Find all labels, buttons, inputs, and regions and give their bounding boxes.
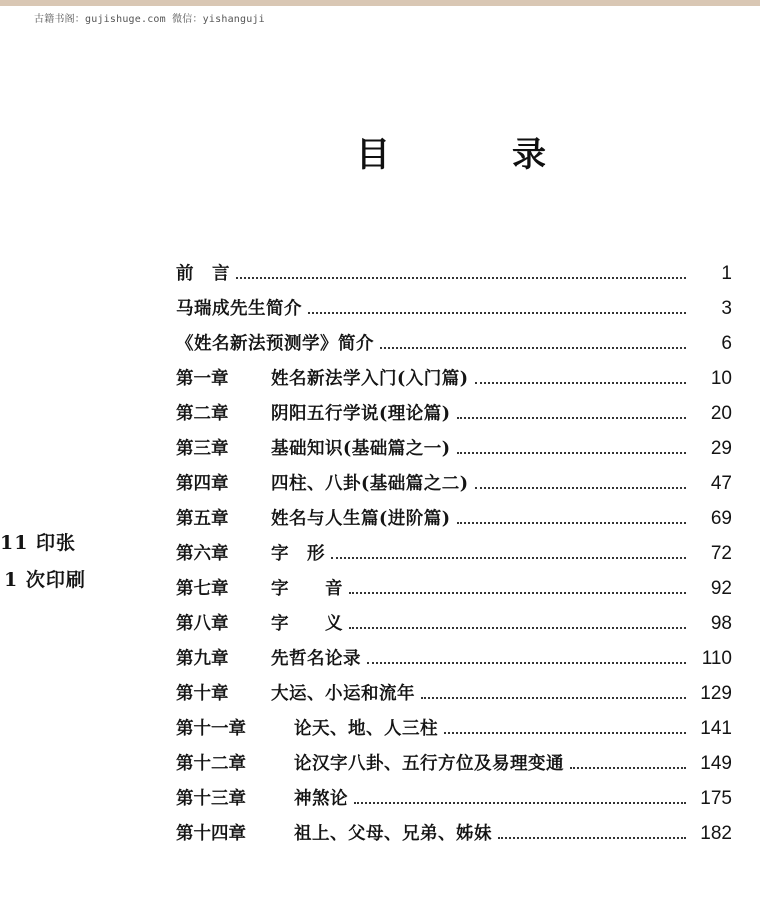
toc-chapter-number: 第十三章 [176,789,246,809]
toc-page-number: 29 [710,438,732,459]
toc-leader-dots [475,487,686,489]
toc-entry[interactable] [176,355,732,390]
toc-chapter-number: 第六章 [176,544,229,564]
toc-entry[interactable] [176,670,732,705]
toc-entry[interactable] [176,390,732,425]
toc-entry-title: 论天、地、人三柱 [294,719,438,739]
toc-leader-dots [367,662,686,664]
toc-entry-title: 字 义 [271,614,343,634]
toc-chapter-number: 第十四章 [176,824,246,844]
table-of-contents [176,250,732,845]
toc-chapter-number: 第八章 [176,614,229,634]
side-text-printing: 1 次印刷 [4,569,86,591]
toc-leader-dots [380,347,686,349]
toc-entry[interactable] [176,565,732,600]
toc-leader-dots [457,417,686,419]
toc-page-number: 20 [710,403,732,424]
toc-page-number: 98 [710,613,732,634]
toc-chapter-number: 第七章 [176,579,229,599]
toc-entry[interactable] [176,740,732,775]
toc-leader-dots [421,697,686,699]
toc-entry[interactable] [176,810,732,845]
toc-leader-dots [354,802,686,804]
toc-entry-title: 字 形 [271,544,325,564]
toc-entry-title: 马瑞成先生简介 [176,299,302,319]
toc-page-number: 141 [700,718,732,739]
toc-leader-dots [457,522,686,524]
toc-entry-title: 大运、小运和流年 [271,684,415,704]
toc-entry[interactable] [176,705,732,740]
page-title [0,133,760,177]
toc-page-number: 129 [700,683,732,704]
title-char-1: 目 [356,135,390,175]
side-text-sheets: 11 印张 [0,532,77,554]
toc-page-number: 3 [721,298,732,319]
toc-page-number: 10 [710,368,732,389]
toc-leader-dots [570,767,686,769]
toc-entry[interactable] [176,320,732,355]
toc-page-number: 175 [700,788,732,809]
toc-entry[interactable] [176,530,732,565]
toc-leader-dots [349,627,686,629]
toc-entry[interactable] [176,425,732,460]
toc-leader-dots [475,382,686,384]
toc-entry-title: 基础知识(基础篇之一) [271,439,451,459]
toc-page-number: 1 [721,263,732,284]
toc-chapter-number: 第五章 [176,509,229,529]
toc-leader-dots [349,592,686,594]
toc-entry-title: 《姓名新法预测学》简介 [176,334,374,354]
toc-entry[interactable] [176,635,732,670]
toc-chapter-number: 第九章 [176,649,229,669]
toc-entry[interactable] [176,460,732,495]
top-rule [0,0,760,6]
toc-entry-title: 姓名新法学入门(入门篇) [271,369,469,389]
toc-entry-title: 论汉字八卦、五行方位及易理变通 [294,754,564,774]
toc-entry[interactable] [176,600,732,635]
toc-page-number: 149 [700,753,732,774]
toc-entry-title: 祖上、父母、兄弟、姊妹 [294,824,492,844]
toc-chapter-number: 第一章 [176,369,229,389]
toc-leader-dots [331,557,686,559]
toc-entry-title: 字 音 [271,579,343,599]
toc-entry[interactable] [176,250,732,285]
toc-leader-dots [236,277,686,279]
toc-entry-title: 姓名与人生篇(进阶篇) [271,509,451,529]
toc-entry-title: 四柱、八卦(基础篇之二) [271,474,469,494]
toc-entry-title: 前 言 [176,264,230,284]
toc-entry[interactable] [176,775,732,810]
toc-page-number: 47 [710,473,732,494]
toc-chapter-number: 第三章 [176,439,229,459]
toc-chapter-number: 第十二章 [176,754,246,774]
watermark: 古籍书阁：gujishuge.com 微信：yishanguji [34,14,265,25]
toc-page-number: 6 [721,333,732,354]
toc-leader-dots [444,732,686,734]
title-char-2: 录 [512,135,546,175]
toc-page-number: 182 [700,823,732,844]
toc-leader-dots [498,837,686,839]
toc-page-number: 92 [710,578,732,599]
toc-chapter-number: 第四章 [176,474,229,494]
toc-leader-dots [308,312,686,314]
toc-entry-title: 神煞论 [294,789,348,809]
toc-entry-title: 阴阳五行学说(理论篇) [271,404,451,424]
toc-entry[interactable] [176,285,732,320]
toc-chapter-number: 第十一章 [176,719,246,739]
toc-entry[interactable] [176,495,732,530]
toc-chapter-number: 第二章 [176,404,229,424]
toc-leader-dots [457,452,686,454]
toc-page-number: 110 [701,648,732,669]
toc-chapter-number: 第十章 [176,684,229,704]
toc-page-number: 69 [710,508,732,529]
toc-entry-title: 先哲名论录 [271,649,361,669]
toc-page-number: 72 [710,543,732,564]
